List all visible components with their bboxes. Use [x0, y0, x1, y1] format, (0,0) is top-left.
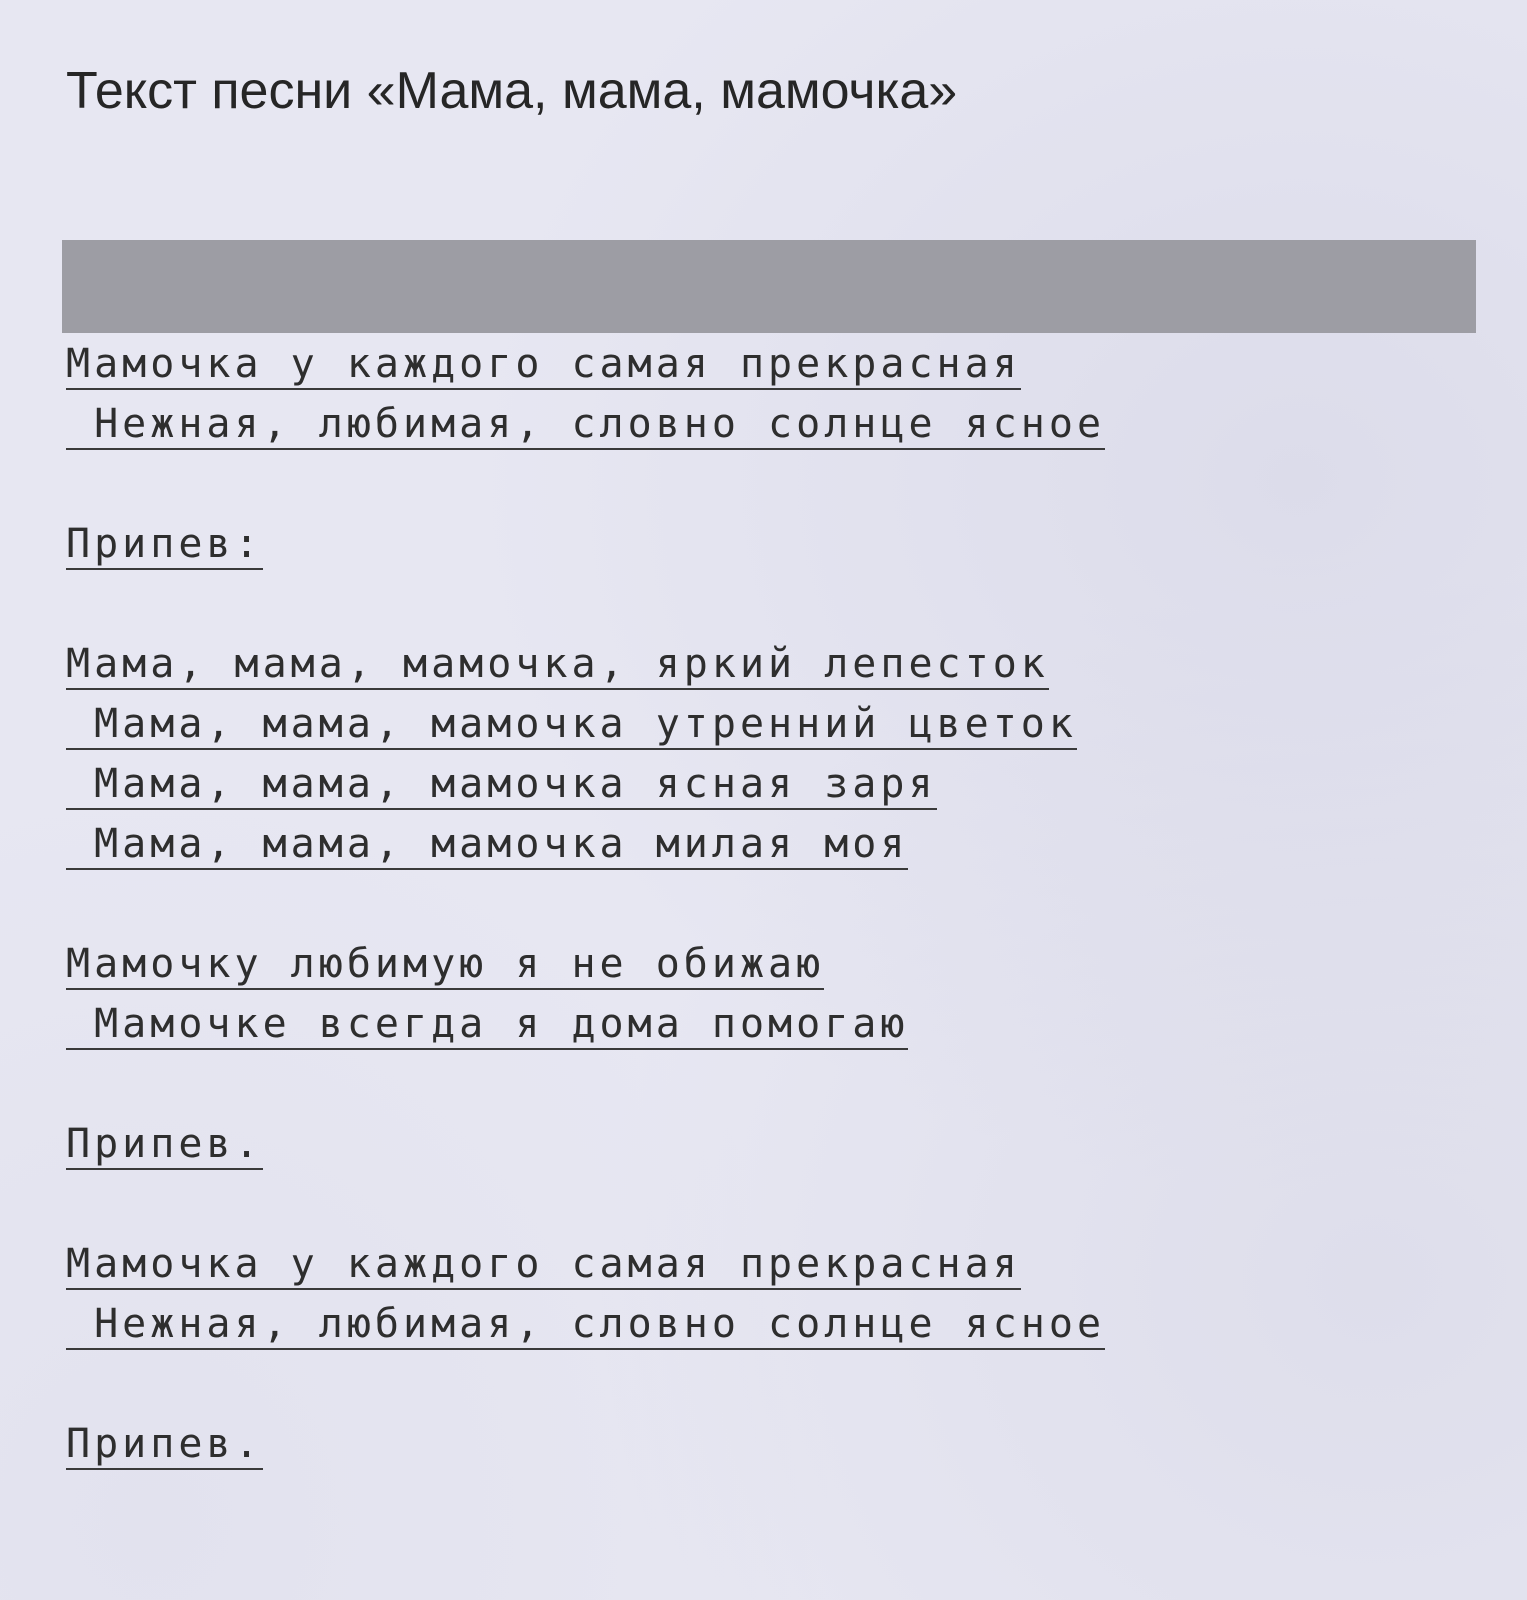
lyric-line-text: Мамочке всегда я дома помогаю [66, 1000, 908, 1050]
stanza-gap [66, 580, 1486, 640]
chorus-label-line [66, 520, 1486, 580]
chorus-label: Припев: [66, 520, 263, 570]
chorus-repeat-label: Припев. [66, 1420, 263, 1470]
chorus-repeat-label: Припев. [66, 1120, 263, 1170]
lyric-line-text: Мама, мама, мамочка милая моя [66, 820, 908, 870]
lyric-line [66, 760, 1486, 820]
lyric-line [66, 640, 1486, 700]
lyric-line [66, 400, 1486, 460]
lyric-line [66, 1000, 1486, 1060]
lyric-line-text: Нежная, любимая, словно солнце ясное [66, 1300, 1105, 1350]
lyric-line-text: Мама, мама, мамочка ясная заря [66, 760, 937, 810]
stanza-gap [66, 880, 1486, 940]
lyric-line-text: Мамочка у каждого самая прекрасная [66, 340, 1021, 390]
lyric-line [66, 340, 1486, 400]
lyric-line [66, 940, 1486, 1000]
lyric-line [66, 1300, 1486, 1360]
lyric-line-text: Мамочка у каждого самая прекрасная [66, 1240, 1021, 1290]
lyric-line [66, 820, 1486, 880]
lyric-line-text: Мамочку любимую я не обижаю [66, 940, 824, 990]
lyric-line-text: Мама, мама, мамочка, яркий лепесток [66, 640, 1049, 690]
chorus-repeat-line [66, 1420, 1486, 1480]
lyric-line-text: Нежная, любимая, словно солнце ясное [66, 400, 1105, 450]
page-title: Текст песни «Мама, мама, мамочка» [66, 62, 958, 120]
lyric-line [66, 1240, 1486, 1300]
stanza-gap [66, 1180, 1486, 1240]
redaction-bar [62, 240, 1476, 333]
lyric-line-text: Мама, мама, мамочка утренний цветок [66, 700, 1077, 750]
lyrics-body [66, 340, 1486, 1480]
chorus-repeat-line [66, 1120, 1486, 1180]
stanza-gap [66, 1360, 1486, 1420]
stanza-gap [66, 460, 1486, 520]
stanza-gap [66, 1060, 1486, 1120]
lyric-line [66, 700, 1486, 760]
